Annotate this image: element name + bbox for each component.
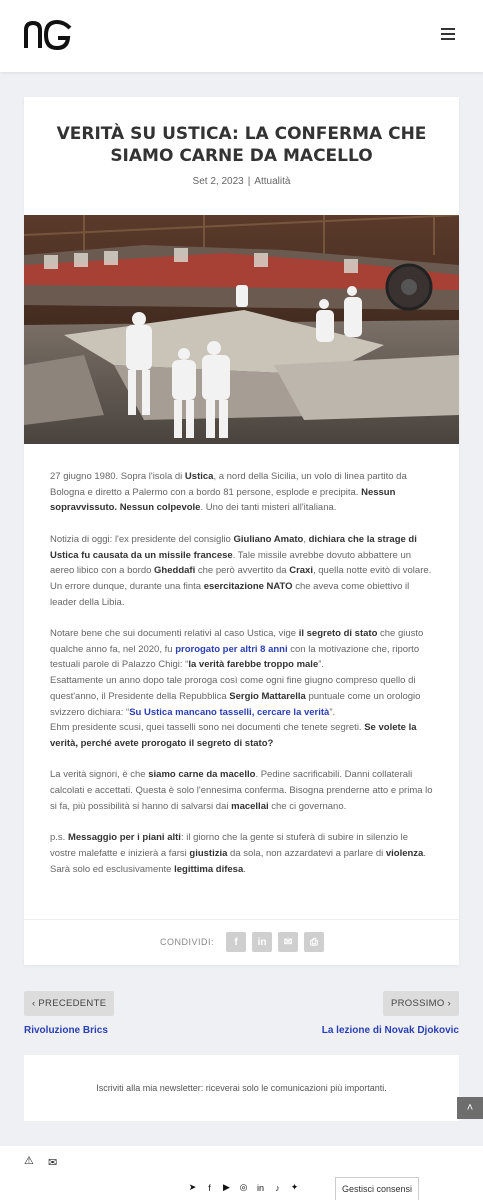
meta-separator: | bbox=[247, 176, 251, 187]
next-post-button[interactable]: PROSSIMO › bbox=[383, 991, 459, 1016]
bold-text: Sergio Mattarella bbox=[229, 690, 306, 702]
article-card bbox=[24, 97, 459, 965]
text-run: La verità signori, è che bbox=[50, 769, 149, 781]
accessibility-icon[interactable]: ⚠ bbox=[24, 1155, 34, 1167]
tiktok-icon[interactable]: ♪ bbox=[275, 1182, 280, 1193]
bold-text: Nessun sopravvissuto. Nessun colpevole bbox=[50, 486, 396, 514]
twitter-icon[interactable]: ✦ bbox=[290, 1182, 299, 1192]
share-bar bbox=[160, 932, 330, 952]
text-run: , bbox=[303, 533, 309, 545]
text-run: , quella notte evitò di volare. Un errore dunque, durante una finta bbox=[50, 565, 432, 592]
share-label: CONDIVIDI: bbox=[160, 937, 215, 947]
text-run: . Tale missile avrebbe dovuto abbattere un aereo libico con a bordo bbox=[50, 549, 412, 577]
article-title: VERITÀ SU USTICA: LA CONFERMA CHE SIAMO CARNE DA MACELLO bbox=[56, 124, 427, 166]
text-run: . Uno dei tanti misteri all'italiana. bbox=[200, 502, 337, 514]
facebook-icon[interactable]: f bbox=[208, 1182, 211, 1193]
text-run: . Pedine sacrificabili. Danni collaterali calcolati e accettati. Questa è solo l'ennesima conferma. Bisogna prenderne atto e prima lo si fa, più possibilità si hanno di salvarsi dai bbox=[50, 769, 433, 812]
bold-text: violenza bbox=[385, 847, 424, 859]
paragraph-1 bbox=[50, 469, 434, 516]
bold-text: Giuliano Amato bbox=[233, 533, 304, 545]
facebook-icon[interactable]: f bbox=[226, 932, 246, 952]
next-post-link[interactable]: La lezione di Novak Djokovic bbox=[321, 1025, 459, 1036]
text-run: ”. bbox=[318, 659, 325, 671]
bold-text: Craxi bbox=[289, 565, 313, 577]
linkedin-icon[interactable]: in bbox=[256, 1182, 264, 1193]
hamburger-icon[interactable] bbox=[441, 28, 455, 40]
text-run: che però avvertito da bbox=[195, 565, 290, 577]
scroll-top-button[interactable]: ˄ bbox=[457, 1097, 483, 1119]
newsletter-box bbox=[24, 1055, 459, 1121]
text-run: Notare bene che sui documenti relativi al caso Ustica, vige bbox=[50, 628, 299, 639]
article-date: Set 2, 2023 bbox=[192, 176, 244, 187]
text-run: Esattamente un anno dopo tale proroga così come ogni fine giugno compreso quello di quest'anno, il Presidente della Repubblica bbox=[50, 675, 416, 702]
text-run: che ci governano. bbox=[268, 800, 347, 812]
article-body bbox=[50, 469, 434, 893]
text-run: 27 giugno 1980. Sopra l'isola di bbox=[50, 471, 185, 482]
paragraph-4 bbox=[50, 767, 434, 814]
bold-text: la verità farebbe troppo male bbox=[188, 659, 319, 671]
text-run: Ehm presidente scusi, quei tasselli sono nei documenti che tenete segreti. bbox=[50, 722, 365, 734]
inline-link[interactable]: Su Ustica mancano tasselli, cercare la verità bbox=[129, 706, 330, 718]
text-run: . Sarà solo ed esclusivamente bbox=[50, 847, 426, 875]
text-run: Notizia di oggi: l'ex presidente del consiglio bbox=[50, 533, 234, 545]
youtube-icon[interactable]: ▶ bbox=[223, 1182, 230, 1192]
bold-text: giustizia bbox=[189, 847, 228, 859]
share-divider bbox=[24, 919, 459, 920]
bold-text: Gheddafi bbox=[154, 565, 196, 577]
site-header bbox=[0, 0, 483, 72]
bold-text: legittima difesa bbox=[174, 863, 244, 875]
bold-text: Messaggio per i piani alti bbox=[67, 832, 181, 844]
bold-text: siamo carne da macello bbox=[148, 769, 256, 781]
text-run: ”. bbox=[329, 706, 336, 718]
newsletter-text: Iscriviti alla mia newsletter: riceverai solo le comunicazioni più importanti. bbox=[96, 1083, 387, 1093]
bold-text: il segreto di stato bbox=[298, 628, 378, 639]
text-run: che giusto qualche anno fa, nel 2020, fu bbox=[50, 628, 424, 655]
paragraph-3 bbox=[50, 626, 434, 752]
instagram-icon[interactable]: ◎ bbox=[239, 1182, 248, 1192]
site-logo[interactable] bbox=[24, 18, 72, 52]
prev-post-button[interactable]: ‹ PRECEDENTE bbox=[24, 991, 114, 1016]
hero-image bbox=[24, 215, 459, 444]
telegram-icon[interactable]: ➤ bbox=[188, 1182, 197, 1192]
article-meta bbox=[24, 176, 459, 187]
text-run: , a nord della Sicilia, un volo di linea partito da Bologna e diretto a Palermo con a bordo 81 persone, esplode e precipita. bbox=[50, 471, 407, 498]
bold-text: Ustica bbox=[184, 471, 214, 482]
text-run: da sola, non azzardatevi a parlare di bbox=[227, 847, 386, 859]
bold-text: Se volete la verità, perché avete prorogato il segreto di stato? bbox=[50, 722, 417, 749]
linkedin-icon[interactable]: in bbox=[252, 932, 272, 952]
inline-link[interactable]: prorogato per altri 8 anni bbox=[175, 643, 288, 655]
bold-text: esercitazione NATO bbox=[203, 580, 293, 592]
paragraph-5 bbox=[50, 830, 434, 877]
prev-post-link[interactable]: Rivoluzione Brics bbox=[24, 1025, 108, 1036]
email-icon[interactable]: ✉ bbox=[278, 932, 298, 952]
social-links bbox=[186, 1181, 305, 1194]
print-icon[interactable]: ⎙ bbox=[304, 932, 324, 952]
bold-text: dichiara che la strage di Ustica fu causata da un missile francese bbox=[50, 533, 417, 561]
article-category[interactable]: Attualità bbox=[254, 176, 291, 187]
text-run: puntuale come un orologio svizzero dichiara: “ bbox=[50, 690, 421, 718]
text-run: con la motivazione che, riporto testuali parole di Palazzo Chigi: “ bbox=[50, 643, 420, 671]
text-run: p.s. bbox=[50, 832, 68, 844]
mail-icon[interactable]: ✉ bbox=[48, 1157, 58, 1169]
bold-text: macellai bbox=[231, 800, 269, 812]
text-run: che aveva come obiettivo il leader della Libia. bbox=[50, 580, 410, 608]
consent-button[interactable]: Gestisci consensi bbox=[335, 1177, 419, 1200]
text-run: . bbox=[243, 863, 246, 875]
text-run: : il giorno che la gente si stuferà di subire in silenzio le vostre malefatte e inizierà a farsi bbox=[50, 832, 409, 859]
paragraph-2 bbox=[50, 532, 434, 611]
